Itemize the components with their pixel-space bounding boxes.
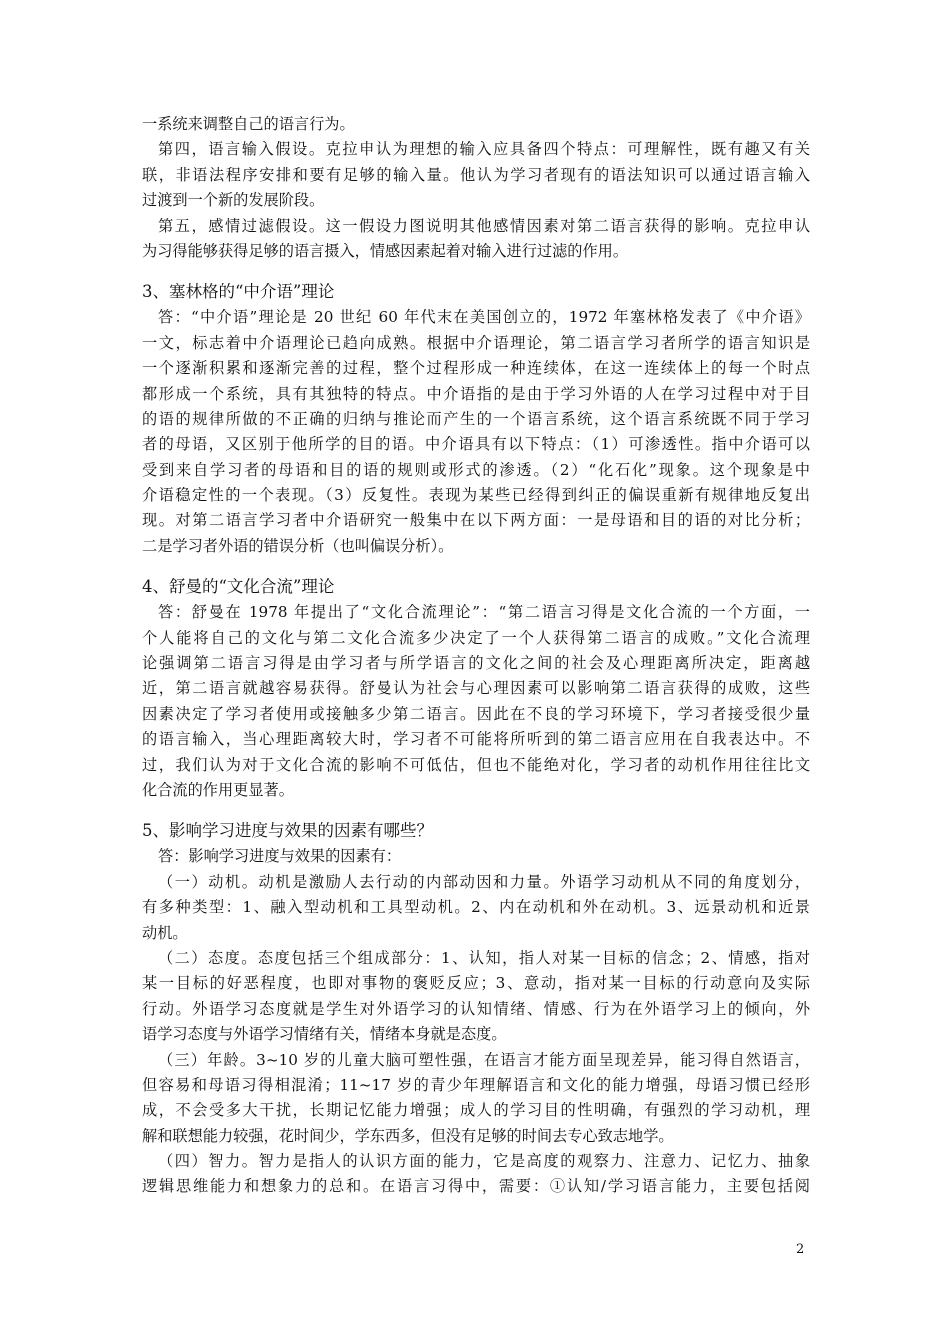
text-line: 都形成一个系统，具有其独特的特点。中介语指的是由于学习外语的人在学习过程中对于目	[142, 384, 810, 403]
text-line: 一个逐渐积累和逐渐完善的过程，整个过程形成一种连续体，在这一连续体上的每一个时点	[142, 359, 810, 378]
paragraph	[142, 1149, 810, 1200]
text-line: 一文，标志着中介语理论已趋向成熟。根据中介语理论，第二语言学习者所学的语言知识是	[142, 333, 810, 352]
section-heading: 4、舒曼的“文化合流”理论	[142, 577, 335, 597]
text-line: 解和联想能力较强，花时间少，学东西多，但没有足够的时间去专心致志地学。	[142, 1126, 674, 1145]
paragraph	[142, 137, 810, 213]
paragraph	[142, 214, 810, 265]
paragraph	[142, 1048, 810, 1150]
text-line: 动机。	[142, 923, 188, 942]
text-line: （四）智力。智力是指人的认识方面的能力，它是高度的观察力、注意力、记忆力、抽象	[158, 1152, 810, 1171]
text-line: 因素决定了学习者使用或接触多少第二语言。因此在不良的学习环境下，学习者接受很少量	[142, 704, 810, 723]
section-heading: 5、影响学习进度与效果的因素有哪些？	[142, 821, 433, 841]
text-line: 个人能将自己的文化与第二文化合流多少决定了一个人获得第二语言的成败。”文化合流理	[142, 628, 810, 647]
page-number: 2	[796, 1242, 805, 1257]
text-line: 答：影响学习进度与效果的因素有：	[158, 847, 401, 866]
text-line: 联，非语法程序安排和要有足够的输入量。他认为学习者现有的语法知识可以通过语言输入	[142, 165, 810, 184]
paragraph	[142, 870, 810, 946]
text-line: 行动。外语学习态度就是学生对外语学习的认知情绪、情感、行为在外语学习上的倾向，外	[142, 999, 810, 1018]
text-line: 答：“中介语”理论是 20 世纪 60 年代末在美国创立的，1972 年塞林格发表了《中介语》	[158, 308, 810, 327]
text-line: 化合流的作用更显著。	[142, 780, 294, 799]
text-line: 论强调第二语言习得是由学习者与所学语言的文化之间的社会及心理距离所决定，距离越	[142, 654, 810, 673]
text-line: 语学习态度与外语学习情绪有关，情绪本身就是态度。	[142, 1025, 507, 1044]
text-line: 过渡到一个新的发展阶段。	[142, 191, 325, 210]
text-line: 第五，感情过滤假设。这一假设力图说明其他感情因素对第二语言获得的影响。克拉申认	[158, 216, 810, 235]
text-line: 的语言输入，当心理距离较大时，学习者不可能将所听到的第二语言应用在自我表达中。不	[142, 730, 810, 749]
text-line: 一系统来调整自己的语言行为。	[142, 115, 355, 133]
section-heading: 3、塞林格的“中介语”理论	[142, 282, 335, 302]
paragraph	[142, 844, 810, 869]
text-line: 成，不会受多大干扰，长期记忆能力增强；成人的学习目的性明确，有强烈的学习动机，理	[142, 1101, 810, 1120]
text-line: 介语稳定性的一个表现。（3）反复性。表现为某些已经得到纠正的偏误重新有规律地反复出	[142, 486, 810, 505]
text-line: （三）年龄。3~10 岁的儿童大脑可塑性强，在语言才能方面呈现差异，能习得自然语言，	[158, 1050, 810, 1069]
paragraph	[142, 305, 810, 559]
text-line: 为习得能够获得足够的语言摄入，情感因素起着对输入进行过滤的作用。	[142, 241, 628, 260]
text-line: 逻辑思维能力和想象力的总和。在语言习得中，需要：①认知/学习语言能力，主要包括阅	[142, 1177, 810, 1196]
text-line: 答：舒曼在 1978 年提出了“文化合流理论”：“第二语言习得是文化合流的一个方面，一	[158, 603, 810, 622]
text-line: 者的母语，又区别于他所学的目的语。中介语具有以下特点：（1）可渗透性。指中介语可以	[142, 435, 810, 454]
paragraph	[142, 946, 810, 1048]
document-page	[142, 112, 810, 1200]
paragraph	[142, 600, 810, 803]
text-line: 受到来自学习者的母语和目的语的规则或形式的渗透。（2）“化石化”现象。这个现象是中	[142, 460, 810, 479]
text-line: 第四，语言输入假设。克拉申认为理想的输入应具备四个特点：可理解性，既有趣又有关	[158, 140, 810, 159]
text-line: 过，我们认为对于文化合流的影响不可低估，但也不能绝对化，学习者的动机作用往往比文	[142, 755, 810, 774]
paragraph	[142, 112, 810, 137]
text-line: 有多种类型：1、融入型动机和工具型动机。2、内在动机和外在动机。3、远景动机和近景	[142, 898, 810, 917]
text-line: 某一目标的好恶程度，也即对事物的褒贬反应；3、意动，指对某一目标的行动意向及实际	[142, 974, 810, 993]
text-line: （一）动机。动机是激励人去行动的内部动因和力量。外语学习动机从不同的角度划分，	[158, 872, 810, 891]
text-line: 现。对第二语言学习者中介语研究一般集中在以下两方面：一是母语和目的语的对比分析；	[142, 511, 810, 530]
text-line: 的语的规律所做的不正确的归纳与推论而产生的一个语言系统，这个语言系统既不同于学习	[142, 409, 810, 428]
text-line: 近，第二语言就越容易获得。舒曼认为社会与心理因素可以影响第二语言获得的成败，这些	[142, 679, 810, 698]
text-line: 二是学习者外语的错误分析（也叫偏误分析）。	[142, 536, 454, 555]
text-line: 但容易和母语习得相混淆；11~17 岁的青少年理解语言和文化的能力增强，母语习惯已经形	[142, 1075, 810, 1094]
text-line: （二）态度。态度包括三个组成部分：1、认知，指人对某一目标的信念；2、情感，指对	[158, 948, 810, 967]
